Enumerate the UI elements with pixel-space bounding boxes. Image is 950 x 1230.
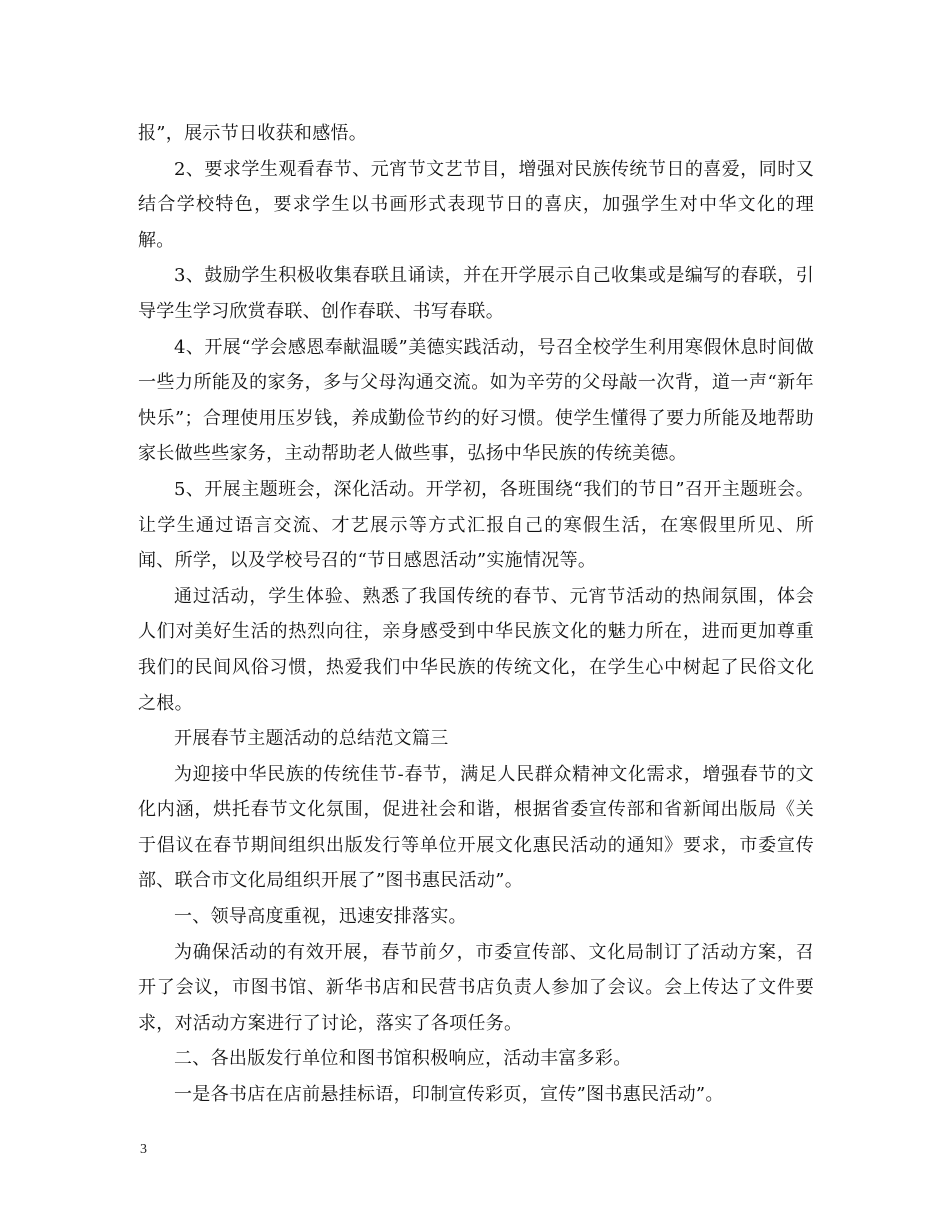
- paragraph-item-5: 5、开展主题班会，深化活动。开学初，各班围绕“我们的节日”召开主题班会。让学生通过语言交流、才艺展示等方式汇报自己的寒假生活，在寒假里所见、所闻、所学，以及学校号召的“节日感恩活动”实施情况等。: [138, 478, 814, 572]
- paragraph-continuation: 报”，展示节日收获和感悟。: [138, 123, 368, 144]
- paragraph-item-4: 4、开展“学会感恩奉献温暖”美德实践活动，号召全校学生利用寒假休息时间做一些力所能及的家务，多与父母沟通交流。如为辛劳的父母敲一次背，道一声“新年快乐”；合理使用压岁钱，养成勤俭节约的好习惯。使学生懂得了要力所能及地帮助家长做些些家务，主动帮助老人做些事，弘扬中华民族的传统美德。: [138, 336, 814, 465]
- paragraph-preparation: 为确保活动的有效开展，春节前夕，市委宣传部、文化局制订了活动方案，召开了会议，市图书馆、新华书店和民营书店负责人参加了会议。会上传达了文件要求，对活动方案进行了讨论，落实了各项任务。: [138, 941, 814, 1034]
- section-title-part-three: 开展春节主题活动的总结范文篇三: [174, 728, 449, 750]
- paragraph-bookstores: 一是各书店在店前悬挂标语，印制宣传彩页，宣传”图书惠民活动”。: [174, 1084, 724, 1106]
- paragraph-summary: 通过活动，学生体验、熟悉了我国传统的春节、元宵节活动的热闹氛围，体会人们对美好生活的热烈向往，亲身感受到中华民族文化的魅力所在，进而更加尊重我们的民间风俗习惯，热爱我们中华民族的传统文化，在学生心中树起了民俗文化之根。: [138, 585, 814, 714]
- paragraph-item-3: 3、鼓励学生积极收集春联且诵读，并在开学展示自己收集或是编写的春联，引导学生学习欣赏春联、创作春联、书写春联。: [138, 265, 814, 322]
- paragraph-intro: 为迎接中华民族的传统佳节-春节，满足人民群众精神文化需求，增强春节的文化内涵，烘托春节文化氛围，促进社会和谐，根据省委宣传部和省新闻出版局《关于倡议在春节期间组织出版发行等单位开展文化惠民活动的通知》要求，市委宣传部、联合市文化局组织开展了”图书惠民活动”。: [138, 763, 814, 892]
- paragraph-item-2: 2、要求学生观看春节、元宵节文艺节目，增强对民族传统节日的喜爱，同时又结合学校特色，要求学生以书画形式表现节日的喜庆，加强学生对中华文化的理解。: [138, 158, 814, 251]
- page-number: 3: [140, 1142, 147, 1157]
- heading-leadership: 一、领导高度重视，迅速安排落实。: [174, 906, 467, 928]
- document-body: [138, 116, 814, 1113]
- heading-activities: 二、各出版发行单位和图书馆积极响应，活动丰富多彩。: [174, 1048, 632, 1070]
